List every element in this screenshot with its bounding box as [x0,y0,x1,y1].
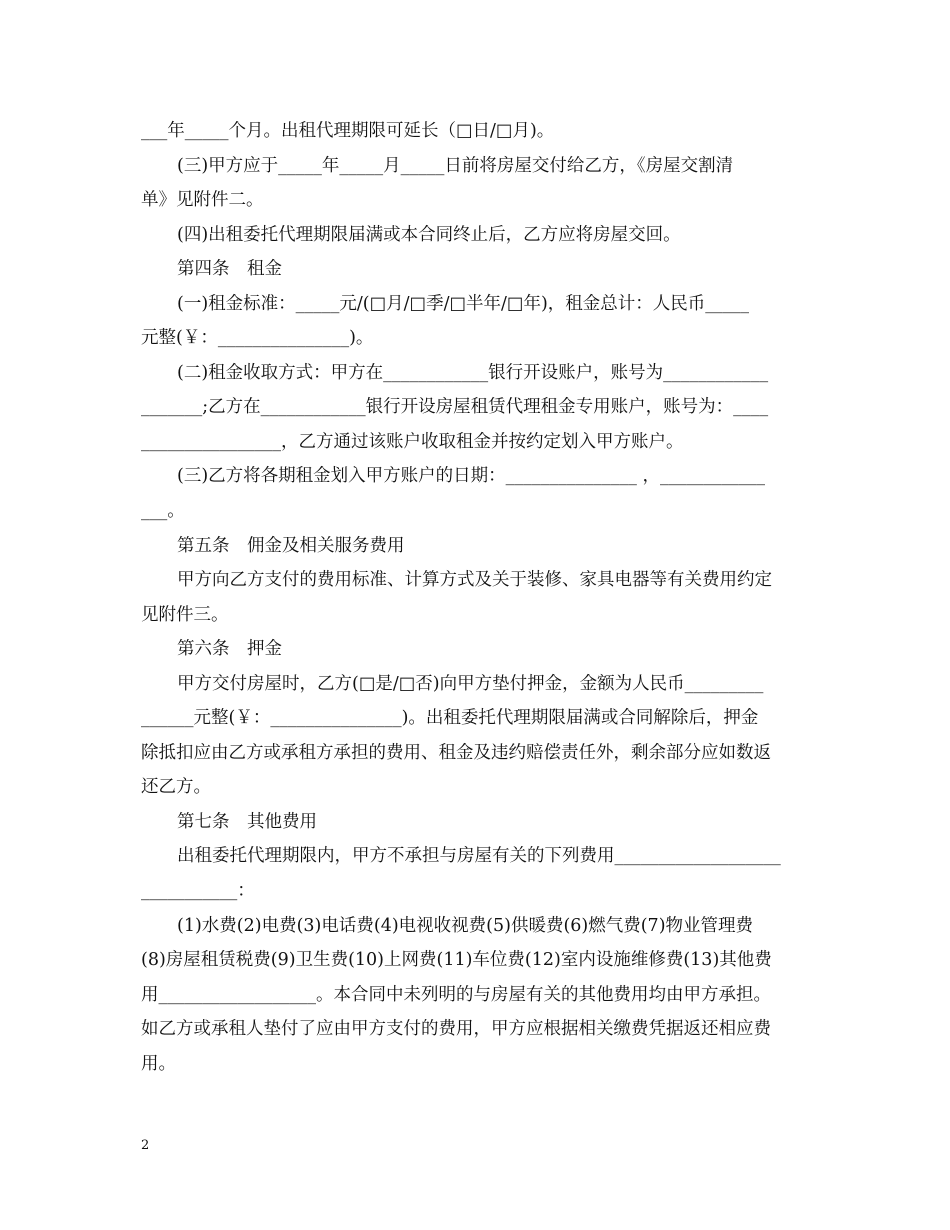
section-heading: 第四条 租金 [177,259,282,279]
text-line: (二)租金收取方式：甲方在____________银行开设账户，账号为____________ [177,363,769,383]
text-line: (1)水费(2)电费(3)电话费(4)电视收视费(5)供暖费(6)燃气费(7)物业管理费 [177,916,754,936]
text-line: ______元整(￥：_______________)。出租委托代理期限届满或合同解除后，押金 [141,708,759,728]
text-line: 元整(￥：_______________)。 [141,328,374,348]
text-line: 见附件三。 [141,605,229,625]
text-line: ___________： [141,881,255,901]
text-line: ___。 [141,501,185,521]
text-line: (四)出租委托代理期限届满或本合同终止后，乙方应将房屋交回。 [177,225,681,245]
text-line: (8)房屋租赁税费(9)卫生费(10)上网费(11)车位费(12)室内设施维修费(13)其他费 [141,950,772,970]
text-line: 甲方交付房屋时，乙方(□是/□否)向甲方垫付押金，金额为人民币_________ [177,674,764,694]
text-line: ________________，乙方通过该账户收取租金并按约定划入甲方账户。 [141,432,684,452]
section-heading: 第六条 押金 [177,639,282,659]
text-line: (一)租金标准：_____元/(□月/□季/□半年/□年)，租金总计：人民币_____ [177,294,750,314]
page-number: 2 [141,1138,150,1153]
text-line: 用__________________。本合同中未列明的与房屋有关的其他费用均由甲方承担。 [141,985,771,1005]
text-line: 单》见附件二。 [141,190,264,210]
text-line: 还乙方。 [141,777,211,797]
text-line: _______;乙方在____________银行开设房屋租赁代理租金专用账户，账号为：____ [141,397,769,417]
text-line: 除抵扣应由乙方或承租方承担的费用、租金及违约赔偿责任外，剩余部分应如数返 [141,743,771,763]
text-line: 用。 [141,1054,176,1074]
text-line: ___年_____个月。出租代理期限可延长（□日/□月)。 [141,121,555,141]
text-line: 甲方向乙方支付的费用标准、计算方式及关于装修、家具电器等有关费用约定 [177,570,772,590]
text-line: 如乙方或承租人垫付了应由甲方支付的费用，甲方应根据相关缴费凭据返还相应费 [141,1019,771,1039]
text-line: (三)甲方应于_____年_____月_____日前将房屋交付给乙方，《房屋交割清 [177,156,734,176]
section-heading: 第五条 佣金及相关服务费用 [177,536,405,556]
text-line: 出租委托代理期限内，甲方不承担与房屋有关的下列费用___________________ [177,846,781,866]
text-line: (三)乙方将各期租金划入甲方账户的日期：_______________ ，____________ [177,466,765,486]
section-heading: 第七条 其他费用 [177,812,317,832]
